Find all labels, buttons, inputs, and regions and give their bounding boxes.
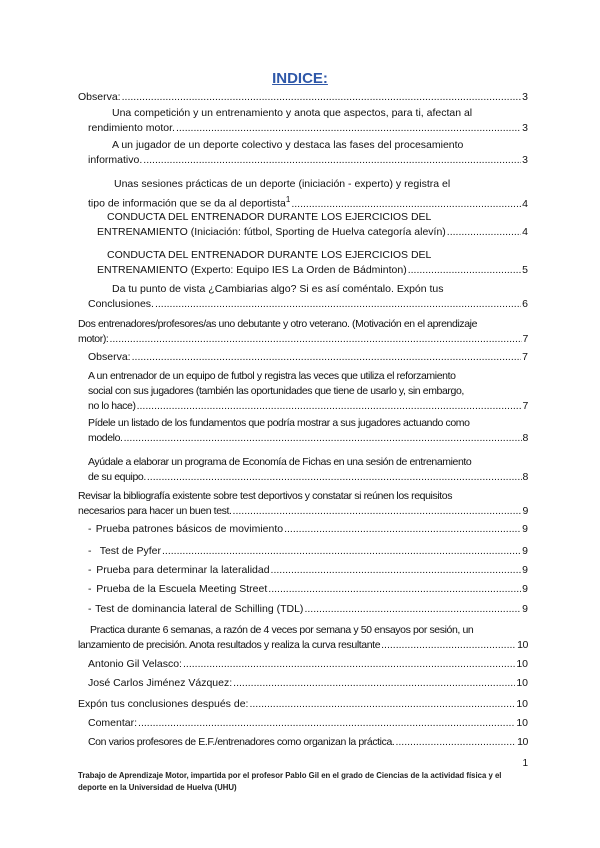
toc-entry[interactable] (78, 90, 528, 105)
toc-entry-leader-row (78, 504, 528, 519)
toc-page-number: 8 (522, 471, 528, 483)
toc-entry-leader-row (88, 431, 528, 446)
toc-entry-text: Una competición y un entrenamiento y anota que aspectos, para ti, afectan al (112, 107, 473, 119)
toc-page-number: 10 (516, 698, 528, 710)
dot-leader (143, 153, 521, 168)
toc-entry-text: necesarios para hacer un buen test. (78, 505, 232, 517)
dot-leader (137, 399, 522, 414)
toc-entry[interactable] (88, 544, 528, 559)
toc-page-number: 7 (522, 351, 528, 363)
toc-page-number: 10 (516, 717, 528, 729)
toc-entry-leader-row (88, 544, 528, 559)
toc-entry-leader-row (97, 225, 528, 240)
toc-entry-leader-row (88, 716, 528, 731)
dot-leader (162, 544, 521, 559)
toc-entry-text: ENTRENAMIENTO (Iniciación: fútbol, Sporting de Huelva categoría alevín) (97, 226, 446, 238)
toc-entry[interactable] (88, 676, 528, 691)
toc-entry[interactable] (88, 582, 528, 597)
dot-leader (109, 332, 521, 347)
dot-leader (122, 90, 522, 105)
toc-entry-leader-row (88, 192, 528, 212)
toc-entry-leader-row (88, 121, 528, 136)
toc-entry[interactable] (88, 369, 528, 414)
toc-page-number: 9 (522, 523, 528, 535)
toc-entry-leader-row (88, 153, 528, 168)
list-dash: - (88, 583, 92, 595)
toc-entry-leader-row (97, 263, 528, 278)
list-dash: - (88, 603, 92, 615)
toc-entry-text: Expón tus conclusiones después de: (78, 698, 249, 710)
toc-entry-text: Comentar: (88, 717, 138, 729)
toc-page-number: 10 (516, 677, 528, 689)
toc-entry-text: Pídele un listado de los fundamentos que podría mostrar a sus jugadores actuando como (88, 417, 470, 429)
toc-entry-text: A un entrenador de un equipo de futbol y registra las veces que utiliza el reforzamiento (88, 370, 456, 382)
dot-leader (447, 225, 521, 240)
list-dash: - (88, 523, 92, 535)
toc-entry-leader-row (88, 563, 528, 578)
toc-entry-leader-row (78, 332, 528, 347)
toc-entry[interactable] (88, 350, 528, 365)
toc-entry-text: Da tu punto de vista ¿Cambiarias algo? Si es así coméntalo. Expón tus (112, 283, 444, 295)
toc-entry-text: Prueba para determinar la lateralidad (96, 564, 270, 576)
toc-entry-text: motor): (78, 333, 109, 345)
dot-leader (268, 582, 521, 597)
list-dash: - (88, 564, 92, 576)
toc-entry-text: social con sus jugadores (también las oportunidades que tiene de usarlo y, sin embargo, (88, 385, 464, 397)
toc-entry-leader-row (88, 676, 528, 691)
toc-entry-leader-row (88, 470, 528, 485)
dot-leader (138, 716, 515, 731)
dot-leader (249, 697, 515, 712)
toc-entry[interactable] (88, 106, 528, 136)
toc-title: INDICE: (272, 70, 328, 87)
toc-page-number: 4 (522, 226, 528, 238)
toc-entry-leader-row (78, 90, 528, 105)
dot-leader (233, 504, 522, 519)
toc-entry-text: rendimiento motor. (88, 122, 175, 134)
toc-entry-text: Prueba patrones básicos de movimiento (95, 523, 284, 535)
toc-entry[interactable] (88, 522, 528, 537)
toc-page-number: 9 (522, 564, 528, 576)
toc-entry-text: Test de Pyfer (99, 545, 161, 557)
toc-entry-leader-row (88, 602, 528, 617)
list-dash: - (88, 545, 92, 557)
toc-entry-text: Con varios profesores de E.F./entrenadores como organizan la práctica. (88, 736, 395, 748)
dot-leader (271, 563, 522, 578)
toc-entry-leader-row (88, 297, 528, 312)
toc-entry-leader-row (88, 582, 528, 597)
toc-entry-text: modelo. (88, 432, 123, 444)
dot-leader (233, 676, 515, 691)
toc-entry-leader-row (88, 735, 528, 750)
toc-entry-text: Observa: (88, 351, 131, 363)
dot-leader (408, 263, 521, 278)
toc-page-number: 10 (517, 736, 528, 748)
toc-entry-text: A un jugador de un deporte colectivo y destaca las fases del procesamiento (112, 139, 464, 151)
toc-entry-text: informativo. (88, 154, 143, 166)
dot-leader (304, 602, 521, 617)
toc-entry[interactable] (78, 489, 528, 519)
toc-entry-text: lanzamiento de precisión. Anota resultados y realiza la curva resultante (78, 639, 381, 651)
toc-entry-text: Observa: (78, 91, 121, 103)
toc-entry-text: CONDUCTA DEL ENTRENADOR DURANTE LOS EJERCICIOS DEL (107, 249, 432, 261)
toc-entry-leader-row (88, 522, 528, 537)
toc-entry[interactable] (78, 697, 528, 712)
toc-entry[interactable] (88, 177, 528, 212)
toc-page-number: 9 (522, 505, 528, 517)
toc-entry-text: Conclusiones. (88, 298, 154, 310)
toc-entry-leader-row (88, 657, 528, 672)
dot-leader (381, 638, 516, 653)
dot-leader (132, 350, 522, 365)
toc-entry-text: Practica durante 6 semanas, a razón de 4 veces por semana y 50 ensayos por sesión, un (90, 624, 474, 636)
toc-entry[interactable] (88, 735, 528, 750)
toc-page-number: 7 (522, 333, 528, 345)
toc-entry[interactable] (88, 282, 528, 312)
toc-entry[interactable] (97, 210, 528, 240)
page-number: 1 (522, 758, 528, 769)
toc-entry-leader-row (88, 399, 528, 414)
toc-entry-leader-row (78, 638, 528, 653)
toc-entry-text: tipo de información que se da al deportista$^1$ (88, 195, 291, 210)
toc-page-number: 3 (522, 122, 528, 134)
toc-page-number: 9 (522, 545, 528, 557)
toc-page-number: 8 (522, 432, 528, 444)
toc-entry-leader-row (78, 697, 528, 712)
toc-page-number: 4 (522, 197, 528, 210)
toc-entry-text: Test de dominancia lateral de Schilling (TDL) (95, 603, 304, 615)
toc-entry[interactable] (88, 602, 528, 617)
toc-page-number: 3 (522, 154, 528, 166)
toc-entry[interactable] (88, 138, 528, 168)
toc-entry[interactable] (88, 563, 528, 578)
toc-entry[interactable] (78, 623, 528, 653)
dot-leader (284, 522, 521, 537)
toc-page-number: 9 (522, 603, 528, 615)
toc-entry-text: Prueba de la Escuela Meeting Street (96, 583, 268, 595)
toc-entry[interactable] (88, 455, 528, 485)
toc-entry[interactable] (88, 657, 528, 672)
toc-page-number: 5 (522, 264, 528, 276)
toc-entry-text: CONDUCTA DEL ENTRENADOR DURANTE LOS EJERCICIOS DEL (107, 211, 432, 223)
dot-leader (395, 735, 516, 750)
toc-entry-text: no lo hace) (88, 400, 136, 412)
dot-leader (155, 297, 521, 312)
dot-leader (147, 470, 522, 485)
toc-entry-text: José Carlos Jiménez Vázquez: (88, 677, 233, 689)
dot-leader (124, 431, 522, 446)
toc-page-number: 9 (522, 583, 528, 595)
footer-note: Trabajo de Aprendizaje Motor, impartida por el profesor Pablo Gil en el grado de Ciencias de la actividad física y el deporte en la Universidad de Huelva (UHU) (78, 771, 502, 792)
toc-page-number: 7 (522, 400, 528, 412)
toc-entry-text: Unas sesiones prácticas de un deporte (iniciación - experto) y registra el (114, 178, 451, 190)
toc-entry-text: ENTRENAMIENTO (Experto: Equipo IES La Orden de Bádminton) (97, 264, 407, 276)
toc-entry-text: Revisar la bibliografía existente sobre test deportivos y constatar si reúnen los requisitos (78, 490, 453, 502)
footnote-marker: 1 (285, 195, 291, 204)
dot-leader (183, 657, 515, 672)
toc-entry-text: Dos entrenadores/profesores/as uno debutante y otro veterano. (Motivación en el aprendizaje (78, 318, 478, 330)
toc-entry-text: Antonio Gil Velasco: (88, 658, 182, 670)
toc-page-number: 3 (522, 91, 528, 103)
toc-page-number: 10 (516, 658, 528, 670)
toc-page-number: 10 (517, 639, 528, 651)
toc-entry-leader-row (88, 350, 528, 365)
toc-entry[interactable] (88, 716, 528, 731)
toc-entry[interactable] (78, 317, 528, 347)
toc-entry-text: de su equipo. (88, 471, 146, 483)
toc-entry[interactable] (97, 248, 528, 278)
toc-entry[interactable] (88, 416, 528, 446)
toc-page-number: 6 (522, 298, 528, 310)
dot-leader (176, 121, 521, 136)
toc-entry-text: Ayúdale a elaborar un programa de Economía de Fichas en una sesión de entrenamiento (88, 456, 472, 468)
